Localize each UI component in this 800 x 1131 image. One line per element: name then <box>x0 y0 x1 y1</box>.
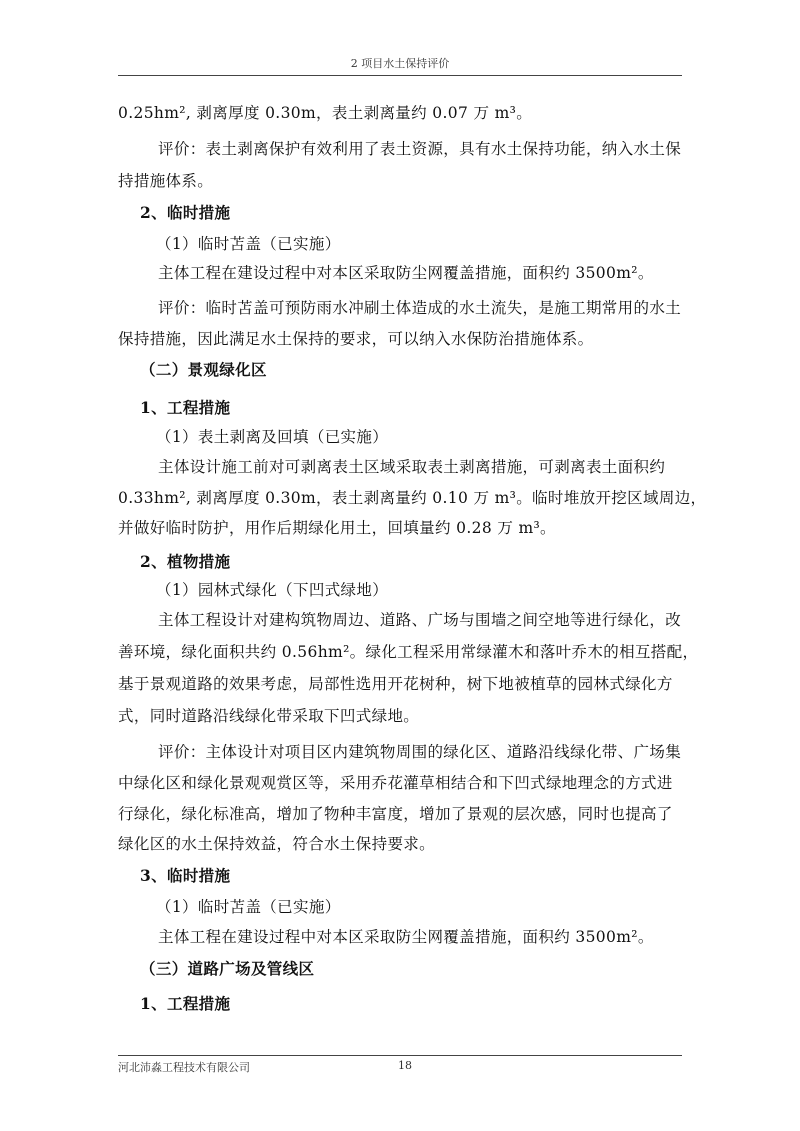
paragraph-line: 主体设计施工前对可剥离表土区域采取表土剥离措施，可剥离表土面积约 <box>158 458 666 476</box>
footer-divider <box>118 1055 682 1056</box>
section-heading: 2、临时措施 <box>140 203 231 222</box>
paragraph-line: 绿化区的水土保持效益，符合水土保持要求。 <box>118 835 436 853</box>
page-number: 18 <box>398 1059 412 1072</box>
chapter-heading: （二）景观绿化区 <box>140 360 267 379</box>
paragraph-line: 评价：表土剥离保护有效利用了表土资源，具有水土保持功能，纳入水土保 <box>158 140 682 158</box>
section-heading: 1、工程措施 <box>140 398 231 417</box>
paragraph-line: 保持措施，因此满足水土保持的要求，可以纳入水保防治措施体系。 <box>118 330 594 348</box>
paragraph-line: 并做好临时防护，用作后期绿化用土，回填量约 0.28 万 m³。 <box>118 519 556 537</box>
paragraph-line: 主体工程在建设过程中对本区采取防尘网覆盖措施，面积约 3500m²。 <box>158 264 654 282</box>
paragraph-line: 评价：主体设计对项目区内建筑物周围的绿化区、道路沿线绿化带、广场集 <box>158 743 682 761</box>
subsection-heading: （1）表土剥离及回填（已实施） <box>156 428 389 446</box>
paragraph-line: 基于景观道路的效果考虑，局部性选用开花树种，树下地被植草的园林式绿化方 <box>118 675 673 693</box>
page-header: 2 项目水土保持评价 <box>118 56 682 76</box>
subsection-heading: （1）临时苫盖（已实施） <box>156 235 341 253</box>
paragraph-line: 主体工程在建设过程中对本区采取防尘网覆盖措施，面积约 3500m²。 <box>158 928 654 946</box>
paragraph-line: 善环境，绿化面积共约 0.56hm²。绿化工程采用常绿灌木和落叶乔木的相互搭配， <box>118 643 699 661</box>
section-heading: 2、植物措施 <box>140 552 231 571</box>
paragraph-line: 式，同时道路沿线绿化带采取下凹式绿地。 <box>118 707 420 725</box>
footer-company: 河北沛淼工程技术有限公司 <box>118 1061 250 1074</box>
paragraph-line: 行绿化，绿化标准高，增加了物种丰富度，增加了景观的层次感，同时也提高了 <box>118 805 673 823</box>
paragraph-line: 评价：临时苫盖可预防雨水冲刷土体造成的水土流失，是施工期常用的水土 <box>158 299 682 317</box>
paragraph-line: 0.25hm², 剥离厚度 0.30m，表土剥离量约 0.07 万 m³。 <box>118 104 533 122</box>
paragraph-line: 持措施体系。 <box>118 172 214 190</box>
section-heading: 1、工程措施 <box>140 994 231 1013</box>
paragraph-line: 中绿化区和绿化景观观赏区等，采用乔花灌草相结合和下凹式绿地理念的方式进 <box>118 774 673 792</box>
subsection-heading: （1）临时苫盖（已实施） <box>156 898 341 916</box>
chapter-heading: （三）道路广场及管线区 <box>140 959 315 978</box>
paragraph-line: 主体工程设计对建构筑物周边、道路、广场与围墙之间空地等进行绿化，改 <box>158 611 682 629</box>
section-heading: 3、临时措施 <box>140 866 231 885</box>
paragraph-line: 0.33hm², 剥离厚度 0.30m，表土剥离量约 0.10 万 m³。临时堆放开挖区域周边， <box>118 489 707 507</box>
subsection-heading: （1）园林式绿化（下凹式绿地） <box>156 581 389 599</box>
